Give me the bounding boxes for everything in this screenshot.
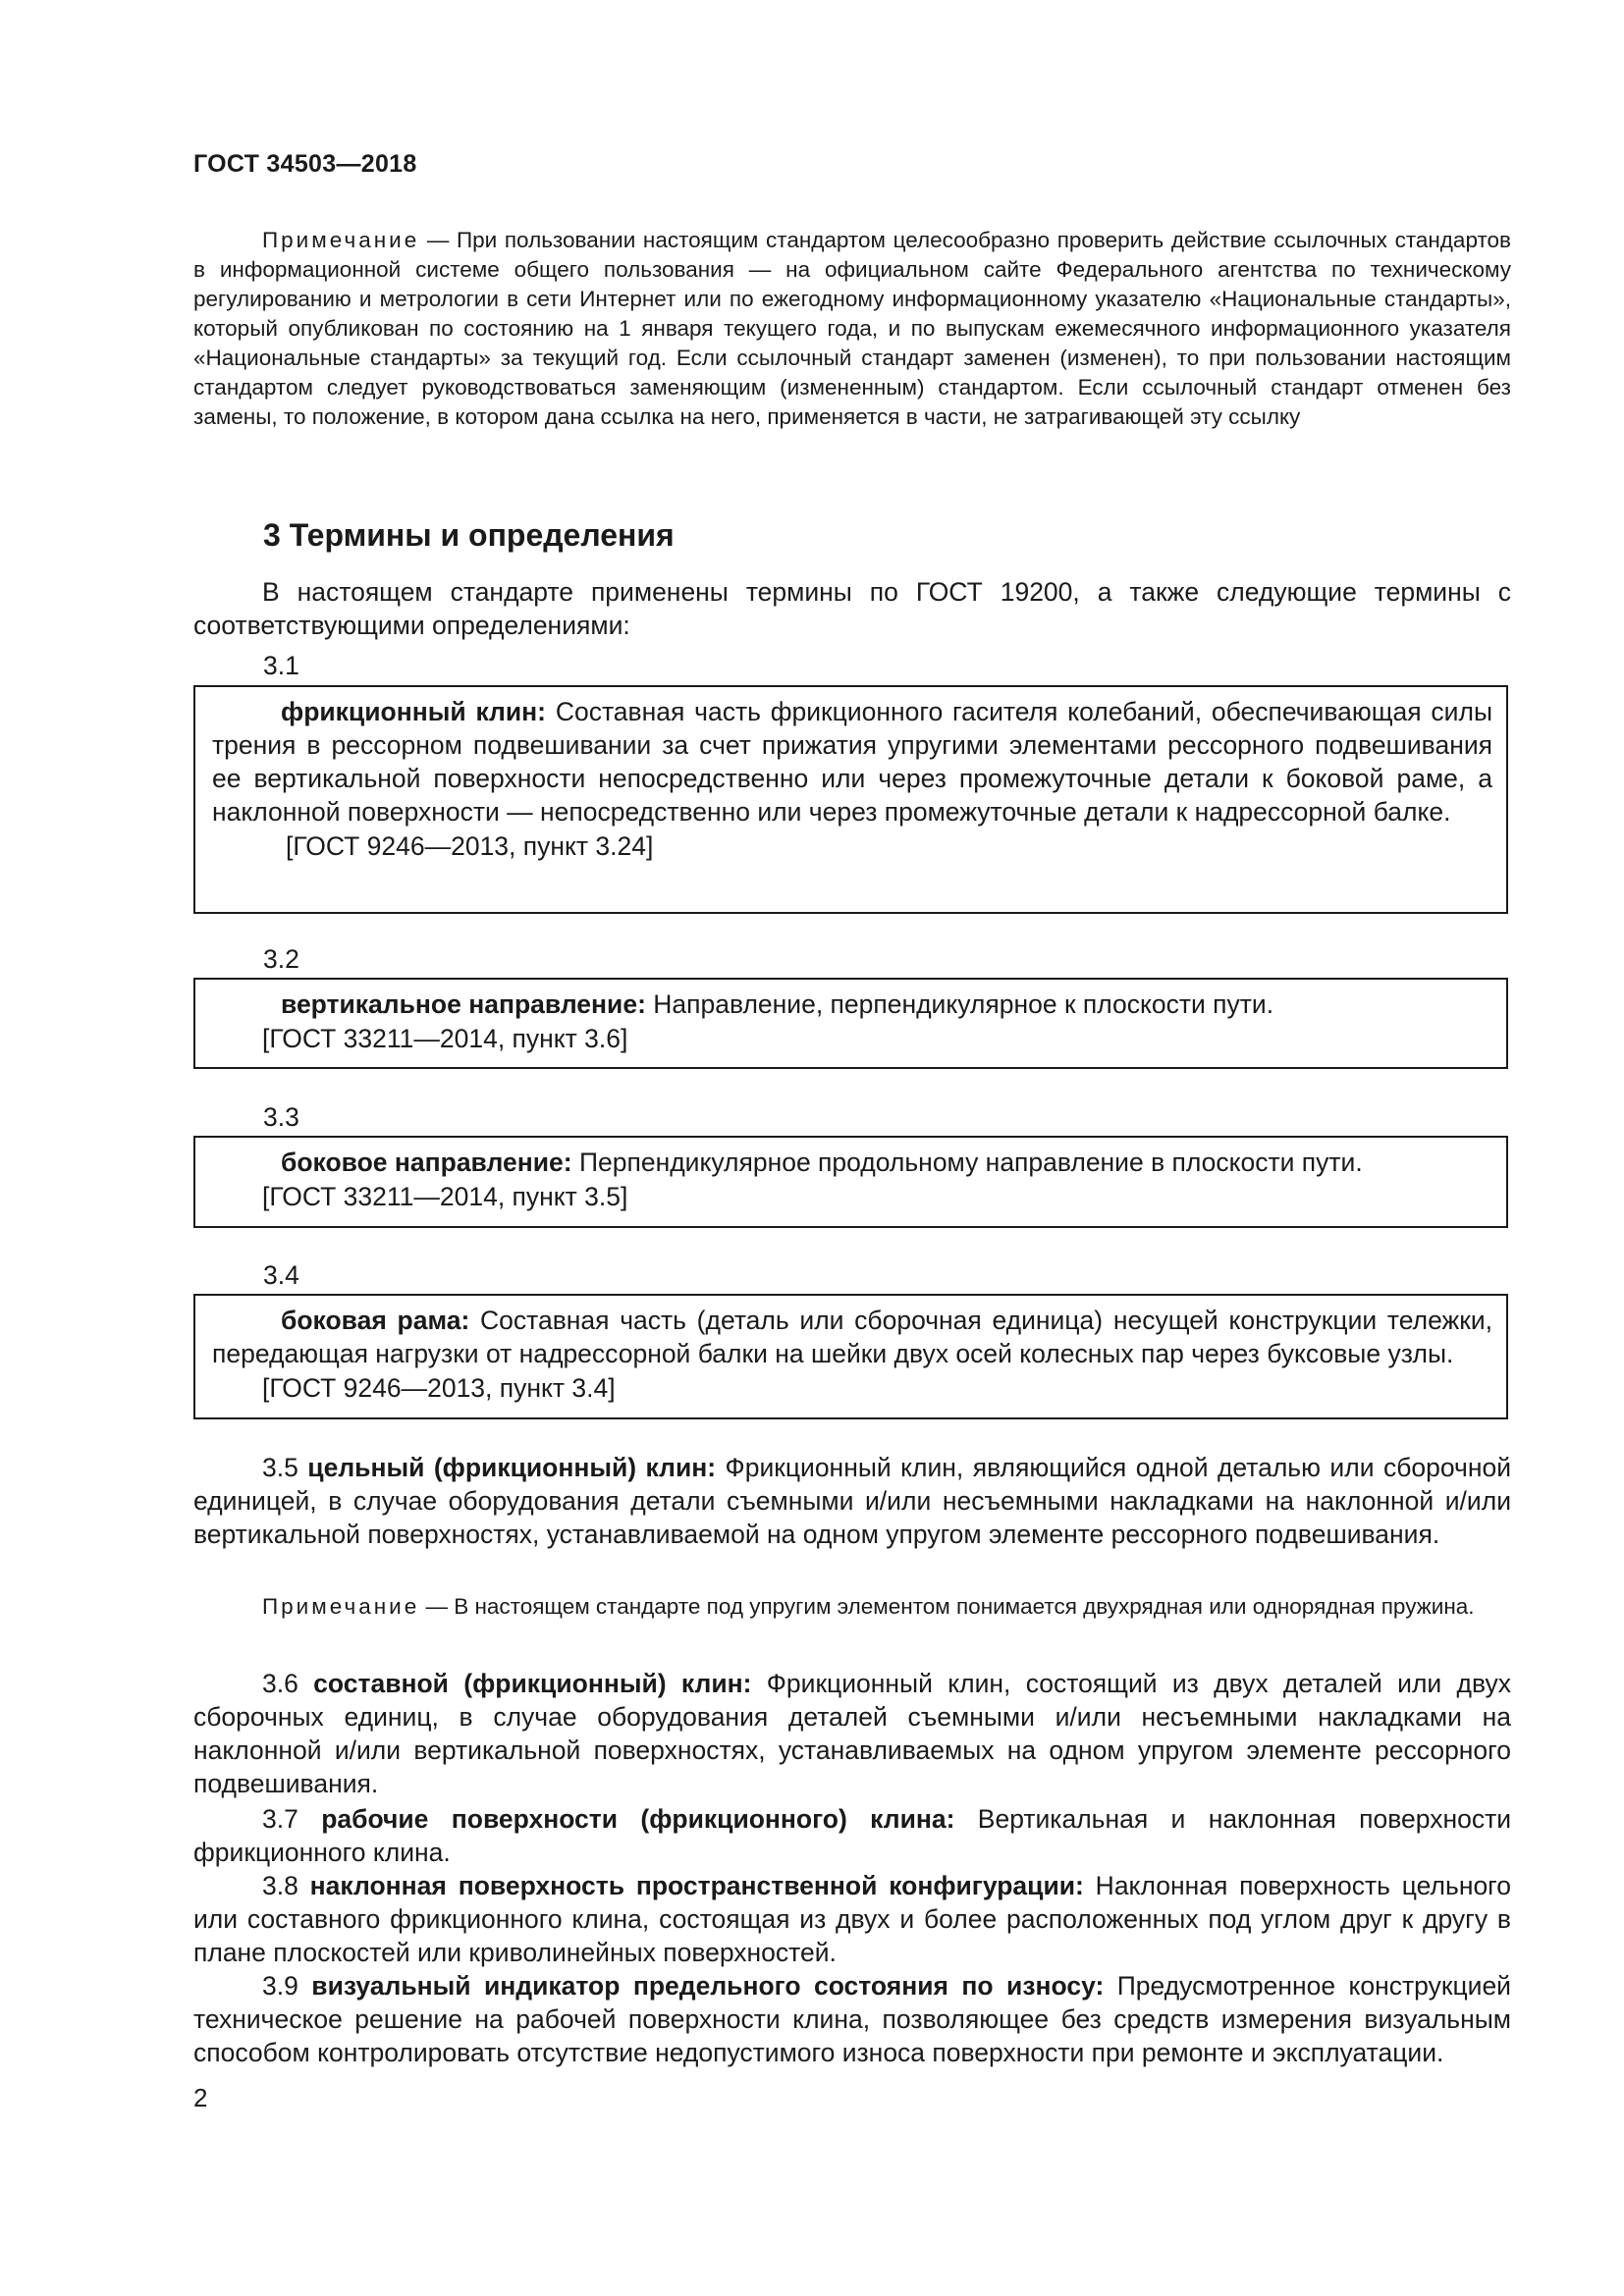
term-reference: [ГОСТ 9246—2013, пункт 3.4] [262,1373,616,1403]
term-number: 3.1 [263,651,299,680]
term-name: цельный (фрикционный) клин: [307,1453,717,1482]
term-definition: Фрикционный клин, состоящий из двух деталей или двух сборочных единиц, в случае оборудования деталей съемными и/или несъемными накладками на наклонной и/или вертикальной поверхностях, устанавливаемых на одном упругом элементе рессорного подвешивания. [193,1669,1512,1798]
term-box [193,685,1508,914]
term-name: составной (фрикционный) клин: [313,1669,752,1698]
term-paragraph [193,1869,1511,1969]
page-number: 2 [193,2083,208,2112]
term-definition: Составная часть фрикционного гасителя колебаний, обеспечивающая силы трения в рессорном подвешивании за счет прижатия упругими элементами рессорного подвешивания ее вертикальной поверхности непосредственно или через промежуточные детали к боковой раме, а наклонной поверхности — непосредственно или через промежуточные детали к надрессорной балке. [212,697,1492,827]
term-box [193,1136,1508,1228]
term-name: боковое направление: [281,1148,572,1177]
term-definition: Предусмотренное конструкцией техническое решение на рабочей поверхности клина, позволяющее без средств измерения визуальным способом контролировать отсутствие недопустимого износа поверхности при ремонте и эксплуатации. [193,1971,1511,2067]
note-label: Примечание [262,228,420,252]
term-name: боковая рама: [281,1306,470,1335]
term-note [193,1592,1511,1622]
term-entry [212,1146,1492,1179]
note-label: Примечание [262,1594,420,1619]
term-number: 3.7 [262,1804,322,1834]
term-box [193,1294,1508,1419]
term-name: рабочие поверхности (фрикционного) клина: [321,1804,955,1834]
term-name: фрикционный клин: [281,697,546,726]
term-paragraph [193,1667,1511,1800]
term-number: 3.2 [263,944,299,974]
document-header: ГОСТ 34503—2018 [193,150,417,178]
term-number: 3.5 [262,1453,308,1482]
term-paragraph [193,1969,1511,2069]
term-number: 3.4 [263,1260,299,1290]
term-reference: [ГОСТ 33211—2014, пункт 3.5] [262,1182,628,1211]
section-title: 3 Термины и определения [263,517,675,553]
reference-note [193,226,1511,432]
term-entry [212,1304,1492,1370]
note-text: — В настоящем стандарте под упругим элементом понимается двухрядная или однорядная пружина. [419,1594,1475,1619]
term-name: вертикальное направление: [281,989,646,1019]
term-definition: Составная часть (деталь или сборочная единица) несущей конструкции тележки, передающая нагрузки от надрессорной балки на шейки двух осей колесных пар через буксовые узлы. [212,1306,1492,1368]
term-number: 3.9 [262,1971,312,2001]
section-intro: В настоящем стандарте применены термины по ГОСТ 19200, а также следующие термины с соответствующими определениями: [193,577,1511,640]
term-reference: [ГОСТ 9246—2013, пункт 3.24] [286,831,654,861]
term-name: наклонная поверхность пространственной конфигурации: [309,1871,1084,1900]
term-entry [212,988,1492,1021]
term-number: 3.8 [262,1871,310,1900]
term-entry [212,695,1492,828]
term-box [193,978,1508,1069]
note-text: — При пользовании настоящим стандартом целесообразно проверить действие ссылочных стандартов в информационной системе общего пользования — на официальном сайте Федерального агентства по техническому регулированию и метрологии в сети Интернет или по ежегодному информационному указателю «Национальные стандарты», который опубликован по состоянию на 1 января текущего года, и по выпускам ежемесячного информационного указателя «Национальные стандарты» за текущий год. Если ссылочный стандарт заменен (изменен), то при пользовании настоящим стандартом следует руководствоваться заменяющим (измененным) стандартом. Если ссылочный стандарт отменен без замены, то положение, в котором дана ссылка на него, применяется в части, не затрагивающей эту ссылку [193,228,1511,429]
term-number: 3.6 [262,1669,314,1698]
term-definition: Наклонная поверхность цельного или составного фрикционного клина, состоящая из двух и более расположенных под углом друг к другу в плане плоскостей или криволинейных поверхностей. [193,1871,1512,1967]
term-name: визуальный индикатор предельного состояния по износу: [311,1971,1105,2001]
term-reference: [ГОСТ 33211—2014, пункт 3.6] [262,1024,628,1053]
term-definition: Перпендикулярное продольному направление в плоскости пути. [571,1148,1363,1177]
term-definition: Вертикальная и наклонная поверхности фрикционного клина. [193,1804,1512,1867]
term-number: 3.3 [263,1102,299,1132]
term-paragraph [193,1451,1511,1551]
term-paragraph [193,1802,1511,1869]
term-definition: Направление, перпендикулярное к плоскости пути. [645,989,1274,1019]
term-definition: Фрикционный клин, являющийся одной деталью или сборочной единицей, в случае оборудования детали съемными и/или несъемными накладками на наклонной и/или вертикальной поверхностях, устанавливаемой на одном упругом элементе рессорного подвешивания. [193,1453,1511,1549]
